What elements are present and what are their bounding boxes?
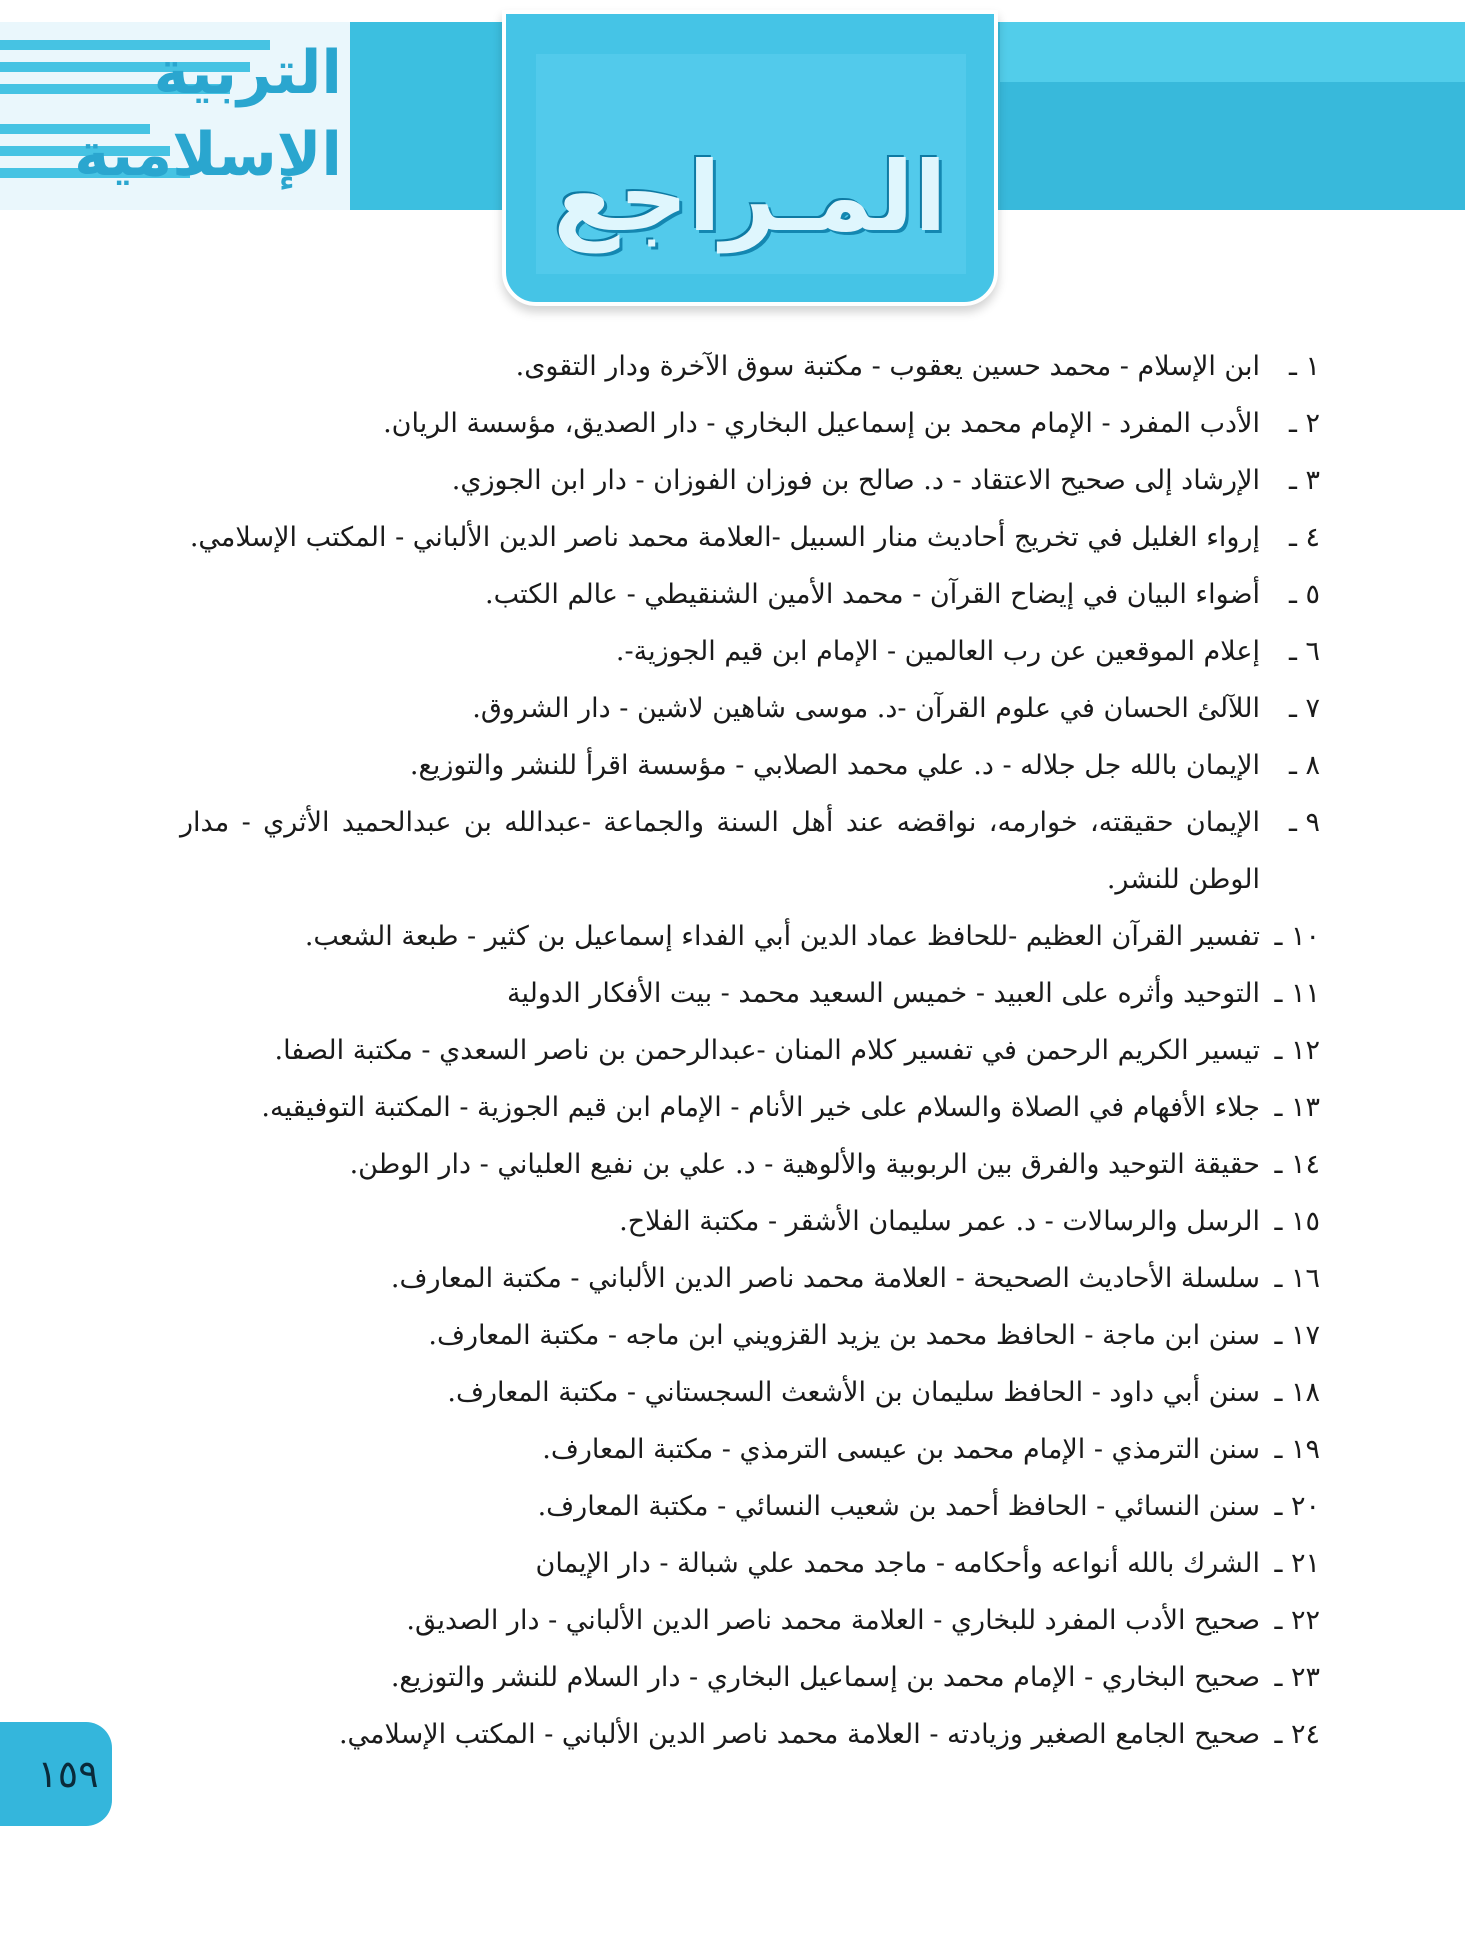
reference-item [180,1706,1320,1763]
reference-item [180,794,1320,908]
reference-item [180,1478,1320,1535]
reference-item [180,1535,1320,1592]
reference-number: ٧ ـ [1288,693,1320,724]
reference-number: ٣ ـ [1288,465,1320,496]
reference-number: ٩ ـ [1288,807,1320,838]
reference-item [180,965,1320,1022]
reference-text: سنن ابن ماجة - الحافظ محمد بن يزيد القزويني ابن ماجه - مكتبة المعارف. [428,1320,1260,1351]
reference-item [180,1364,1320,1421]
reference-number: ٢١ ـ [1274,1548,1320,1579]
reference-number: ١ ـ [1288,351,1320,382]
reference-item [180,737,1320,794]
reference-item [180,1592,1320,1649]
reference-number: ١٥ ـ [1274,1206,1320,1237]
reference-number: ١٤ ـ [1274,1149,1320,1180]
reference-number: ١٢ ـ [1274,1035,1320,1066]
reference-text: جلاء الأفهام في الصلاة والسلام على خير الأنام - الإمام ابن قيم الجوزية - المكتبة التوفيقيه. [261,1092,1260,1123]
reference-text: صحيح الجامع الصغير وزيادته - العلامة محمد ناصر الدين الألباني - المكتب الإسلامي. [338,1719,1260,1750]
reference-number: ١٩ ـ [1274,1434,1320,1465]
page-title: المـراجع [553,141,947,253]
reference-text: سنن النسائي - الحافظ أحمد بن شعيب النسائي - مكتبة المعارف. [537,1491,1260,1522]
reference-item [180,1421,1320,1478]
reference-item [180,452,1320,509]
reference-number: ٢٤ ـ [1274,1719,1320,1750]
reference-text: حقيقة التوحيد والفرق بين الربوبية والألوهية - د. علي بن نفيع العلياني - دار الوطن. [349,1149,1260,1180]
reference-text: إعلام الموقعين عن رب العالمين - الإمام ابن قيم الجوزية-. [615,636,1260,667]
reference-number: ١٣ ـ [1274,1092,1320,1123]
header-band-highlight [1000,22,1465,82]
reference-number: ٢٣ ـ [1274,1662,1320,1693]
reference-number: ٥ ـ [1288,579,1320,610]
reference-text: اللآلئ الحسان في علوم القرآن -د. موسى شاهين لاشين - دار الشروق. [472,693,1260,724]
reference-text: الأدب المفرد - الإمام محمد بن إسماعيل البخاري - دار الصديق، مؤسسة الريان. [383,408,1260,439]
reference-text: الشرك بالله أنواعه وأحكامه - ماجد محمد علي شبالة - دار الإيمان [535,1548,1260,1579]
reference-item [180,1193,1320,1250]
reference-number: ٢ ـ [1288,408,1320,439]
reference-item [180,908,1320,965]
logo-text [74,32,342,196]
reference-text: الإرشاد إلى صحيح الاعتقاد - د. صالح بن فوزان الفوزان - دار ابن الجوزي. [451,465,1260,496]
reference-text: الرسل والرسالات - د. عمر سليمان الأشقر - مكتبة الفلاح. [619,1206,1260,1237]
logo-text-line1: التربية [153,38,342,108]
reference-text: سنن الترمذي - الإمام محمد بن عيسى الترمذي - مكتبة المعارف. [542,1434,1260,1465]
page-number-tab [0,1722,112,1826]
logo-text-line2: الإسلامية [74,120,342,190]
reference-text: الإيمان بالله جل جلاله - د. علي محمد الصلابي - مؤسسة اقرأ للنشر والتوزيع. [409,750,1260,781]
reference-number: ١٦ ـ [1274,1263,1320,1294]
reference-number: ٨ ـ [1288,750,1320,781]
reference-item [180,338,1320,395]
reference-item [180,1250,1320,1307]
reference-text: إرواء الغليل في تخريج أحاديث منار السبيل -العلامة محمد ناصر الدين الألباني - المكتب الإسلامي. [189,522,1260,553]
reference-number: ٦ ـ [1288,636,1320,667]
header-band-shade [1000,82,1465,210]
reference-item [180,509,1320,566]
reference-text: ابن الإسلام - محمد حسين يعقوب - مكتبة سوق الآخرة ودار التقوى. [515,351,1260,382]
reference-number: ١٨ ـ [1274,1377,1320,1408]
page-number: ١٥٩ [37,1752,99,1796]
reference-text: صحيح الأدب المفرد للبخاري - العلامة محمد ناصر الدين الألباني - دار الصديق. [406,1605,1260,1636]
reference-text: تيسير الكريم الرحمن في تفسير كلام المنان -عبدالرحمن بن ناصر السعدي - مكتبة الصفا. [274,1035,1260,1066]
reference-text: سلسلة الأحاديث الصحيحة - العلامة محمد ناصر الدين الألباني - مكتبة المعارف. [390,1263,1260,1294]
references-list [180,338,1320,1763]
title-banner [502,10,998,306]
reference-item [180,1022,1320,1079]
reference-text: أضواء البيان في إيضاح القرآن - محمد الأمين الشنقيطي - عالم الكتب. [485,579,1260,610]
reference-text: تفسير القرآن العظيم -للحافظ عماد الدين أبي الفداء إسماعيل بن كثير - طبعة الشعب. [304,921,1260,952]
subject-logo [0,22,350,210]
reference-number: ٢٠ ـ [1274,1491,1320,1522]
reference-text: سنن أبي داود - الحافظ سليمان بن الأشعث السجستاني - مكتبة المعارف. [447,1377,1260,1408]
reference-item [180,566,1320,623]
reference-item [180,623,1320,680]
reference-text: التوحيد وأثره على العبيد - خميس السعيد محمد - بيت الأفكار الدولية [506,978,1260,1009]
reference-text: الإيمان حقيقته، خوارمه، نواقضه عند أهل السنة والجماعة -عبدالله بن عبدالحميد الأثري - مدار الوطن للنشر. [180,807,1260,895]
reference-number: ١٧ ـ [1274,1320,1320,1351]
reference-number: ٢٢ ـ [1274,1605,1320,1636]
reference-item [180,1307,1320,1364]
reference-item [180,1649,1320,1706]
reference-number: ٤ ـ [1288,522,1320,553]
reference-item [180,1136,1320,1193]
reference-text: صحيح البخاري - الإمام محمد بن إسماعيل البخاري - دار السلام للنشر والتوزيع. [390,1662,1260,1693]
reference-item [180,1079,1320,1136]
reference-item [180,680,1320,737]
reference-item [180,395,1320,452]
reference-number: ١١ ـ [1274,978,1320,1009]
reference-number: ١٠ ـ [1274,921,1320,952]
